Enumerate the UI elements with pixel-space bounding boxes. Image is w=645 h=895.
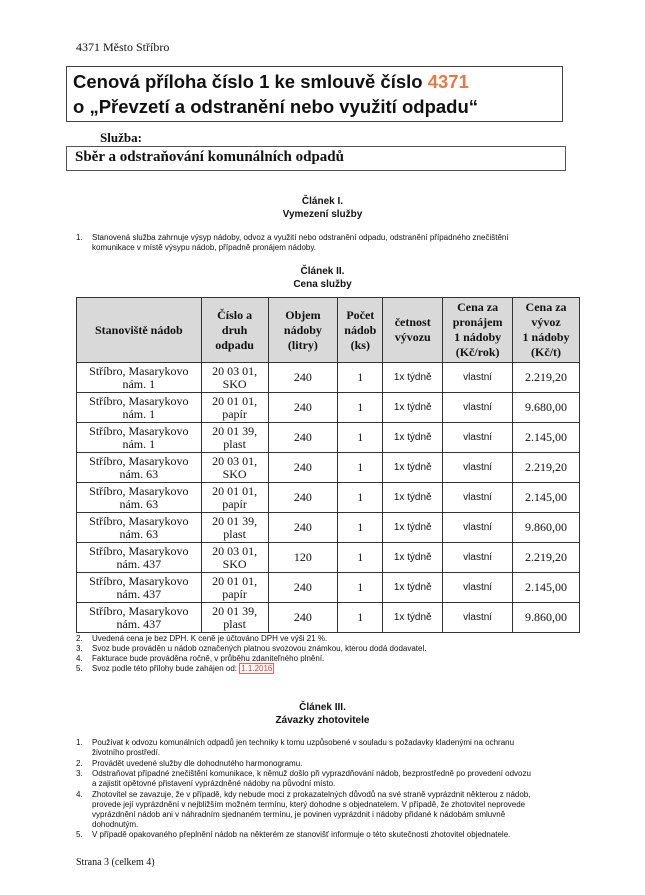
frequency-cell [383,483,443,513]
location-cell-text: Stříbro, Masarykovo [89,603,189,618]
service-value: Sběr a odstraňování komunálních odpadů [66,146,566,171]
table-row [77,513,580,543]
column-header [383,298,443,363]
count-cell-text: 1 [357,490,364,504]
volume-cell-text: 240 [293,460,312,474]
note-text-content: Fakturace bude prováděna ročně, v průběhu zdaniteľného plnění. [92,654,325,663]
column-header-line: 1 nádoby [454,330,502,344]
volume-cell-text: 120 [293,550,312,564]
waste-code-cell [201,573,268,603]
table-row [77,543,580,573]
table-row [77,423,580,453]
item-number: 5. [76,830,83,839]
column-header [201,298,268,363]
volume-cell [268,363,338,393]
frequency-cell-text: 1x týdně [393,522,432,533]
title-box [66,66,563,122]
page-footer: Strana 3 (celkem 4) [76,857,155,868]
rent-cell-text: vlastní [463,372,493,383]
column-header [338,298,383,363]
article-2-heading: Článek II. [300,266,345,277]
waste-code-cell [201,513,268,543]
waste-code-cell-text: papír [222,586,247,601]
item-text-line: Používat k odvozu komunálních odpadů jen techniky k tomu uzpůsobené v souladu s požadavky kladenými na ochranu [92,738,515,747]
waste-code-cell [201,453,268,483]
rent-cell-text: vlastní [463,402,493,413]
volume-cell [268,513,338,543]
table-row [77,483,580,513]
location-cell-text: nám. 437 [116,616,162,631]
column-header-line: Stanoviště nádob [94,322,183,337]
frequency-cell [383,363,443,393]
waste-code-cell [201,393,268,423]
column-header-line: (ks) [350,337,370,352]
waste-code-cell-text: plast [223,436,246,451]
count-cell [338,423,383,453]
service-label: Služba: [100,130,142,145]
location-cell-text: Stříbro, Masarykovo [89,573,189,588]
volume-cell [268,543,338,573]
volume-cell-text: 240 [293,520,312,534]
price-cell-text: 2.219,20 [525,370,568,384]
item-text-line: Odstraňovat případné znečištění komunikace, k němuž došlo při vyprazdňování nádob, bezprostředně po provedení odvozu [92,769,531,778]
frequency-cell-text: 1x týdně [393,462,432,473]
column-header-line: vývozu [394,330,431,344]
waste-code-cell [201,483,268,513]
rent-cell-text: vlastní [463,582,493,593]
column-header-line: odpadu [215,337,254,352]
rent-cell [443,483,513,513]
frequency-cell [383,513,443,543]
column-header [513,298,580,363]
price-cell [513,453,580,483]
price-cell-text: 2.145,00 [525,580,568,594]
frequency-cell [383,453,443,483]
column-header-line: četnost [394,315,431,329]
contract-number: 4371 [427,71,469,92]
volume-cell-text: 240 [293,610,312,624]
location-cell [77,573,202,603]
table-row [77,603,580,633]
column-header-line: Číslo a [217,307,253,322]
table-row [77,363,580,393]
item-text-line: Zhotovitel se zavazuje, že v případě, kdy nebude moci z prokazatelných důvodů na své straně vyprázdnit některou z nádob, [92,790,531,799]
location-cell-text: nám. 437 [116,586,162,601]
waste-code-cell-text: 20 03 01, [212,363,258,378]
item-text-line: dohodnutým. [92,820,139,829]
column-header-line: (Kč/t) [531,345,562,359]
waste-code-cell-text: 20 01 39, [212,603,258,618]
price-cell [513,513,580,543]
price-cell-text: 2.219,20 [525,550,568,564]
waste-code-cell-text: 20 03 01, [212,543,258,558]
price-cell [513,543,580,573]
frequency-cell-text: 1x týdně [393,402,432,413]
item-number: 3. [76,769,83,778]
note-number: 3. [76,644,83,653]
count-cell-text: 1 [357,370,364,384]
rent-cell-text: vlastní [463,552,493,563]
column-header-line: Cena za [525,300,567,314]
rent-cell [443,543,513,573]
column-header [268,298,338,363]
rent-cell [443,603,513,633]
article-1-heading: Článek I. [301,196,344,207]
location-cell [77,423,202,453]
waste-code-cell-text: papír [222,496,247,511]
note-text-content: Svoz bude prováděn u nádob označených platnou svozovou známkou, kterou dodá dodavatel. [92,644,427,653]
rent-cell [443,453,513,483]
item-text-line: vyprázdnění nádob ani v náhradním sjednaném termínu, je povinen vyprázdnit i nádoby přidané k nádobám smluvně [92,810,506,819]
article-2-subheading: Cena služby [293,279,352,290]
count-cell [338,543,383,573]
waste-code-cell-text: papír [222,406,247,421]
volume-cell [268,483,338,513]
waste-code-cell-text: 20 01 39, [212,513,258,528]
count-cell [338,483,383,513]
table-body [77,363,580,633]
location-cell-text: Stříbro, Masarykovo [89,483,189,498]
location-cell-text: Stříbro, Masarykovo [89,363,189,378]
location-cell [77,603,202,633]
location-cell-text: nám. 1 [122,406,156,421]
price-cell [513,393,580,423]
volume-cell-text: 240 [293,400,312,414]
price-cell-text: 9.860,00 [525,520,568,534]
frequency-cell [383,543,443,573]
count-cell [338,603,383,633]
column-header [77,298,202,363]
location-cell-text: Stříbro, Masarykovo [89,513,189,528]
location-cell [77,543,202,573]
item-text-line: životního prostředí. [92,748,161,757]
waste-code-cell-text: SKO [222,466,247,481]
count-cell-text: 1 [357,460,364,474]
count-cell [338,393,383,423]
note-number: 4. [76,654,83,663]
waste-code-cell [201,363,268,393]
price-table [76,297,580,633]
item-number: 2. [76,759,83,768]
rent-cell [443,393,513,423]
item-text-line: V případě opakovaného přeplnění nádob na některém ze stanovišť informuje o této skutečnosti zhotovitel objednatele. [92,830,511,839]
volume-cell [268,393,338,423]
location-cell-text: nám. 63 [119,526,159,541]
waste-code-cell [201,603,268,633]
note-text [92,654,324,664]
article-1-item [76,233,576,255]
column-header-line: 1 nádoby [522,330,570,344]
column-header-line: druh [221,322,248,337]
location-cell-text: nám. 437 [116,556,162,571]
frequency-cell [383,573,443,603]
item-text-line: komunikace v místě výsypu nádob, případně pronájem nádoby. [92,243,316,252]
rent-cell [443,363,513,393]
item-number: 1. [76,233,83,242]
count-cell-text: 1 [357,400,364,414]
article-1-subheading: Vymezení služby [282,209,363,220]
rent-cell [443,573,513,603]
frequency-cell [383,393,443,423]
price-cell-text: 9.860,00 [525,610,568,624]
location-cell-text: Stříbro, Masarykovo [89,393,189,408]
volume-cell [268,423,338,453]
count-cell [338,513,383,543]
location-cell-text: nám. 63 [119,496,159,511]
rent-cell [443,423,513,453]
location-cell [77,393,202,423]
title-prefix: Cenová příloha číslo 1 ke smlouvě číslo [73,71,428,92]
note-text-content: Svoz podle této přílohy bude zahájen od: [92,664,240,673]
waste-code-cell-text: 20 01 01, [212,483,258,498]
frequency-cell-text: 1x týdně [393,612,432,623]
volume-cell-text: 240 [293,430,312,444]
waste-code-cell-text: 20 01 39, [212,423,258,438]
location-cell [77,453,202,483]
column-header-line: nádob [344,322,377,337]
rent-cell-text: vlastní [463,492,493,503]
price-cell-text: 2.219,20 [525,460,568,474]
location-cell-text: nám. 63 [119,466,159,481]
column-header-line: pronájem [452,315,503,329]
waste-code-cell-text: plast [223,526,246,541]
location-cell-text: Stříbro, Masarykovo [89,423,189,438]
frequency-cell [383,603,443,633]
column-header-line: (litry) [287,337,318,352]
column-header-line: vývoz [531,315,561,329]
rent-cell-text: vlastní [463,522,493,533]
column-header-line: nádoby [283,322,322,337]
column-header-line: Cena za [457,300,499,314]
location-cell [77,513,202,543]
table-header-row [77,298,580,363]
price-cell-text: 9.680,00 [525,400,568,414]
start-date: 1.1.2016 [241,664,273,673]
column-header [443,298,513,363]
price-cell [513,603,580,633]
location-cell-text: Stříbro, Masarykovo [89,543,189,558]
price-cell [513,423,580,453]
item-text-line: Provádět uvedené služby dle dohodnutého harmonogramu. [92,759,303,768]
price-cell [513,573,580,603]
price-cell [513,363,580,393]
frequency-cell [383,423,443,453]
frequency-cell-text: 1x týdně [393,582,432,593]
location-cell [77,363,202,393]
note-number: 5. [76,664,83,673]
column-header-line: Objem [285,307,321,322]
rent-cell-text: vlastní [463,612,493,623]
note-text [92,644,426,654]
column-header-line: (Kč/rok) [455,345,500,359]
note-text-content: Uvedená cena je bez DPH. K ceně je účtováno DPH ve výši 21 %. [92,634,328,643]
table-row [77,393,580,423]
volume-cell [268,603,338,633]
count-cell-text: 1 [357,580,364,594]
note-text [92,664,274,674]
document-header: 4371 Město Stříbro [76,40,170,54]
count-cell-text: 1 [357,610,364,624]
location-cell-text: nám. 1 [122,436,156,451]
price-cell-text: 2.145,00 [525,430,568,444]
count-cell-text: 1 [357,430,364,444]
volume-cell [268,573,338,603]
price-cell-text: 2.145,00 [525,490,568,504]
frequency-cell-text: 1x týdně [393,432,432,443]
waste-code-cell [201,423,268,453]
waste-code-cell-text: SKO [222,556,247,571]
count-cell-text: 1 [357,520,364,534]
frequency-cell-text: 1x týdně [393,372,432,383]
volume-cell [268,453,338,483]
waste-code-cell-text: 20 03 01, [212,453,258,468]
table-row [77,573,580,603]
table-row [77,453,580,483]
note-text [92,634,327,644]
frequency-cell-text: 1x týdně [393,552,432,563]
note-number: 2. [76,634,83,643]
article-3-heading: Článek III. [299,702,346,713]
volume-cell-text: 240 [293,370,312,384]
title-line-1 [73,69,556,94]
count-cell-text: 1 [357,550,364,564]
waste-code-cell-text: SKO [222,376,247,391]
volume-cell-text: 240 [293,490,312,504]
location-cell [77,483,202,513]
count-cell [338,453,383,483]
waste-code-cell-text: 20 01 01, [212,573,258,588]
title-line-2: o „Převzetí a odstranění nebo využití odpadu“ [73,96,479,117]
column-header-line: Počet [346,307,375,322]
waste-code-cell-text: 20 01 01, [212,393,258,408]
rent-cell-text: vlastní [463,462,493,473]
location-cell-text: Stříbro, Masarykovo [89,453,189,468]
waste-code-cell [201,543,268,573]
frequency-cell-text: 1x týdně [393,492,432,503]
rent-cell-text: vlastní [463,432,493,443]
location-cell-text: nám. 1 [122,376,156,391]
rent-cell [443,513,513,543]
volume-cell-text: 240 [293,580,312,594]
item-number: 4. [76,790,83,799]
item-number: 1. [76,738,83,747]
article-3-subheading: Závazky zhotovitele [275,715,370,726]
item-text-line: Stanovená služba zahrnuje výsyp nádoby, odvoz a využití nebo odstranění odpadu, odstranění případného znečištění [92,233,509,242]
item-text-line: a zajistit opětovné přistavení vyprázdněné nádoby na původní místo. [92,779,336,788]
count-cell [338,363,383,393]
price-cell [513,483,580,513]
waste-code-cell-text: plast [223,616,246,631]
item-text-line: provede její vyprázdnění v nejbližším možném termínu, který dohodne s objednatelem. V případě, že zhotovitel neprovede [92,800,526,809]
count-cell [338,573,383,603]
